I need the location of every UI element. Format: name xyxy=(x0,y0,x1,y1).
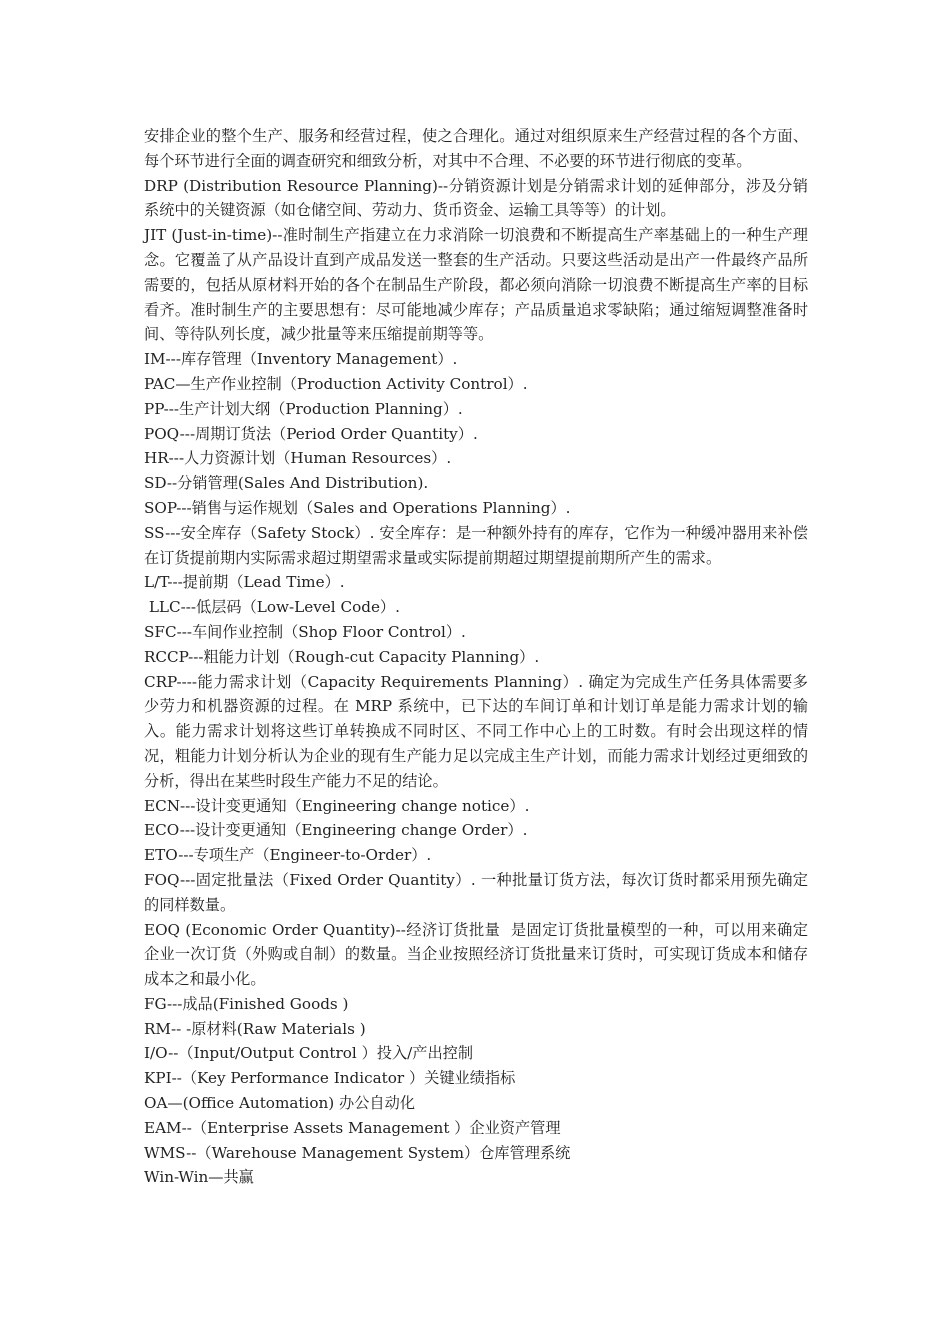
paragraph-io: I/O--（Input/Output Control ）投入/产出控制 xyxy=(144,1044,474,1063)
paragraph-eoq: EOQ (Economic Order Quantity)--经济订货批量 是固定订货批量模型的一种，可以用来确定企业一次订货（外购或自制）的数量。当企业按照经济订货批量来订货时，可实现订货成本和储存成本之和最小化。 xyxy=(144,920,808,989)
paragraph-hr: HR---人力资源计划（Human Resources）. xyxy=(144,449,452,468)
paragraph-fg: FG---成品(Finished Goods ) xyxy=(144,994,349,1013)
paragraph-intro: 安排企业的整个生产、服务和经营过程，使之合理化。通过对组织原来生产经营过程的各个方面、每个环节进行全面的调查研究和细致分析，对其中不合理、不必要的环节进行彻底的变革。 xyxy=(144,127,808,170)
paragraph-rm: RM-- -原材料(Raw Materials ) xyxy=(144,1019,366,1038)
paragraph-ss: SS---安全库存（Safety Stock）. 安全库存：是一种额外持有的库存，它作为一种缓冲器用来补偿在订货提前期内实际需求超过期望需求量或实际提前期超过期望提前期所产生的需求。 xyxy=(144,523,808,567)
paragraph-sfc: SFC---车间作业控制（Shop Floor Control）. xyxy=(144,622,466,641)
paragraph-winwin: Win-Win—共赢 xyxy=(144,1168,254,1187)
paragraph-wms: WMS--（Warehouse Management System）仓库管理系统 xyxy=(144,1143,571,1162)
paragraph-ecn: ECN---设计变更通知（Engineering change notice）. xyxy=(144,796,530,815)
document-body xyxy=(144,124,808,1190)
paragraph-oa: OA—(Office Automation) 办公自动化 xyxy=(144,1094,415,1113)
paragraph-eto: ETO---专项生产（Engineer-to-Order）. xyxy=(144,846,432,865)
paragraph-kpi: KPI--（Key Performance Indicator ）关键业绩指标 xyxy=(144,1069,516,1088)
paragraph-crp: CRP----能力需求计划（Capacity Requirements Planning）. 确定为完成生产任务具体需要多少劳力和机器资源的过程。在 MRP 系统中，已下达的车间订单和计划订单是能力需求计划的输入。能力需求计划将这些订单转换成不同时区、不同工作中心上的工时数。有时会出现这样的情况，粗能力计划分析认为企业的现有生产能力足以完成主生产计划，而能力需求计划经过更细致的分析，得出在某些时段生产能力不足的结论。 xyxy=(144,672,808,790)
paragraph-poq: POQ---周期订货法（Period Order Quantity）. xyxy=(144,424,478,443)
paragraph-pp: PP---生产计划大纲（Production Planning）. xyxy=(144,399,463,418)
paragraph-rccp: RCCP---粗能力计划（Rough-cut Capacity Planning）. xyxy=(144,647,540,666)
paragraph-lt: L/T---提前期（Lead Time）. xyxy=(144,573,345,592)
paragraph-sd: SD--分销管理(Sales And Distribution). xyxy=(144,474,429,493)
paragraph-pac: PAC—生产作业控制（Production Activity Control）. xyxy=(144,374,528,393)
paragraph-eco: ECO---设计变更通知（Engineering change Order）. xyxy=(144,821,528,840)
paragraph-jit: JIT (Just-in-time)--准时制生产指建立在力求消除一切浪费和不断提高生产率基础上的一种生产理念。它覆盖了从产品设计直到产成品发送一整套的生产活动。只要这些活动是出产一件最终产品所需要的，包括从原材料开始的各个在制品生产阶段，都必须向消除一切浪费不断提高生产率的目标看齐。准时制生产的主要思想有：尽可能地减少库存；产品质量追求零缺陷；通过缩短调整准备时间、等待队列长度，减少批量等来压缩提前期等等。 xyxy=(144,226,808,344)
paragraph-drp: DRP (Distribution Resource Planning)--分销资源计划是分销需求计划的延伸部分，涉及分销系统中的关键资源（如仓储空间、劳动力、货币资金、运输工具等等）的计划。 xyxy=(144,176,808,220)
paragraph-foq: FOQ---固定批量法（Fixed Order Quantity）. 一种批量订货方法，每次订货时都采用预先确定的同样数量。 xyxy=(144,870,808,914)
paragraph-im: IM---库存管理（Inventory Management）. xyxy=(144,350,458,369)
paragraph-eam: EAM--（Enterprise Assets Management ）企业资产管理 xyxy=(144,1118,561,1137)
paragraph-llc: LLC---低层码（Low-Level Code）. xyxy=(144,598,400,617)
paragraph-sop: SOP---销售与运作规划（Sales and Operations Planning）. xyxy=(144,498,571,517)
